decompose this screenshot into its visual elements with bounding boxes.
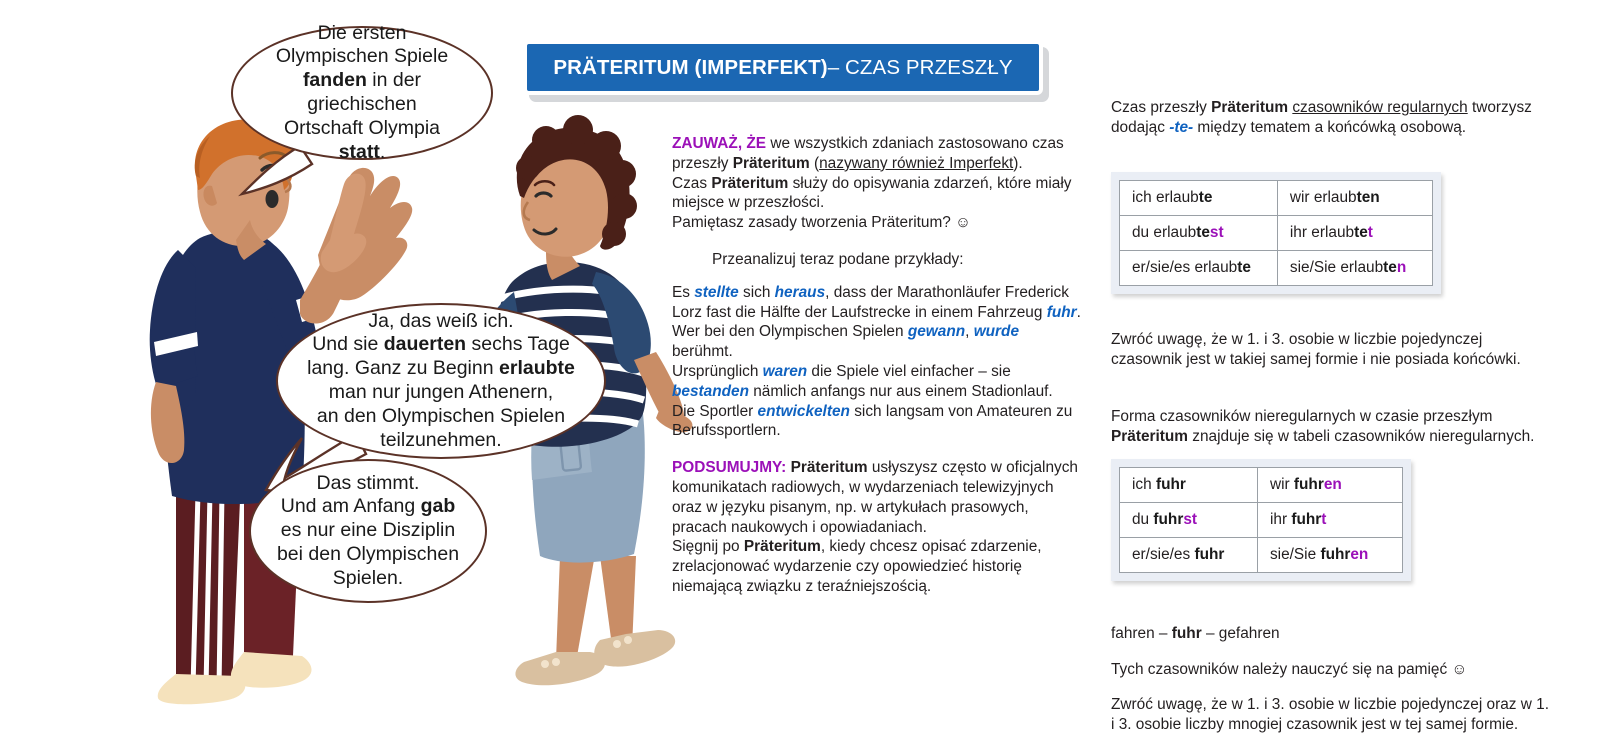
intro-te-affix: -te- xyxy=(1169,118,1194,136)
cell-du-erlaubtest xyxy=(1120,216,1278,251)
verb-stellte: stellte xyxy=(694,283,739,301)
example-3: Ursprünglich waren die Spiele viel einfacher – sie bestanden nämlich anfangs nur aus einem Stadionlauf. xyxy=(672,362,1053,400)
note-label: ZAUWAŻ, ŻE xyxy=(672,135,767,152)
cell-ich-fuhr xyxy=(1120,468,1258,503)
summary-term-2: Präteritum xyxy=(743,538,821,556)
title-banner xyxy=(523,40,1043,95)
right-note-2 xyxy=(1111,392,1541,462)
table-regular-wrap xyxy=(1111,172,1441,294)
stem: erlaub xyxy=(1194,259,1238,276)
czas-pre: Czas xyxy=(672,174,712,192)
pronoun: du xyxy=(1132,224,1154,241)
note2-post: znajduje się w tabeli czasowników nieregularnych. xyxy=(1187,428,1535,446)
forms-post: – gefahren xyxy=(1201,625,1280,643)
verb-gewann: gewann xyxy=(907,323,966,341)
czas-post: służy do opisywania zdarzeń, które miały miejsce w przeszłości. xyxy=(672,174,1072,212)
summary-term-1: Präteritum xyxy=(790,459,868,477)
intro-mid: tworzysz dodając xyxy=(1111,99,1532,136)
bubble-woman-1 xyxy=(276,303,606,459)
pronoun: er/sie/es xyxy=(1132,259,1195,276)
summary-body-1: usłyszysz często w oficjalnych komunikatach radiowych, w wydarzeniach telewizyjnych oraz w języku pisanym, np. w artykułach prasowych, pracach naukowych i opowiadaniach. xyxy=(672,459,1078,536)
table-irregular-frame xyxy=(1111,459,1411,581)
bubble-man-1 xyxy=(231,21,493,163)
conjugation-table-regular xyxy=(1119,180,1433,286)
note-paren-open: ( xyxy=(809,154,820,172)
example-1: Es stellte sich heraus, dass der Marathonläufer Frederick Lorz fast die Hälfte der Laufstrecke in einem Fahrzeug fuhr. xyxy=(672,283,1081,321)
suffix-purple: st xyxy=(1183,511,1198,528)
table-regular-frame xyxy=(1111,172,1441,294)
verb-forms-line xyxy=(1111,624,1551,644)
center-examples-intro: Przeanalizuj teraz podane przykłady: xyxy=(712,250,964,268)
cell-ihr-erlaubtet xyxy=(1277,216,1432,251)
stem: erlaub xyxy=(1340,259,1384,276)
table-row xyxy=(1120,181,1433,216)
bubble-man-2 xyxy=(249,459,487,603)
table-row xyxy=(1120,503,1403,538)
intro-post: między tematem a końcówką osobową. xyxy=(1193,118,1467,136)
pronoun: ich xyxy=(1132,476,1156,493)
note2-pre: Forma czasowników nieregularnych w czasie przeszłym xyxy=(1111,408,1493,426)
verb-fuhr: fuhr xyxy=(1046,303,1077,321)
pronoun: du xyxy=(1132,511,1154,528)
table-row xyxy=(1120,538,1403,573)
czas-term: Präteritum xyxy=(711,174,789,192)
right-intro xyxy=(1111,98,1536,138)
note2-term: Präteritum xyxy=(1111,428,1188,446)
bubble-woman-1-text: Ja, das weiß ich. Und sie dauerten sechs Tage lang. Ganz zu Beginn erlaubte man nur jungen Athenern, an den Olympischen Spielen teilzunehmen. xyxy=(307,309,575,451)
right-note-1 xyxy=(1111,315,1541,385)
verb-wurde: wurde xyxy=(973,323,1020,341)
forms-pre: fahren – xyxy=(1111,625,1172,643)
stem-bold: fuhr xyxy=(1293,476,1324,493)
cell-wir-erlaubten xyxy=(1277,181,1432,216)
note-term: Präteritum xyxy=(732,154,810,172)
summary-post: , kiedy chcesz opisać zdarzenie, zrelacjonować wydarzenie czy opowiedzieć historię niemającą związku z teraźniejszością. xyxy=(672,538,1042,595)
suffix-purple: t xyxy=(1321,511,1327,528)
center-czas-line xyxy=(672,174,1084,214)
right-note-3-text: Zwróć uwagę, że w 1. i 3. osobie w liczbie pojedynczej oraz w 1. i 3. osobie liczby mnogiej czasownik jest w tej samej formie. xyxy=(1111,695,1549,733)
table-row xyxy=(1120,468,1403,503)
suffix-purple: en xyxy=(1323,476,1342,493)
summary-pre: Sięgnij po xyxy=(672,538,744,556)
pronoun: ihr xyxy=(1289,224,1312,241)
suffix-bold: te xyxy=(1383,259,1397,276)
note-paren-close: ). xyxy=(1013,154,1023,172)
table-irregular-wrap xyxy=(1111,459,1411,581)
center-note xyxy=(672,134,1084,174)
table-row xyxy=(1120,251,1433,286)
forms-bold: fuhr xyxy=(1171,625,1202,643)
suffix-bold: te xyxy=(1198,189,1213,206)
stem: erlaub xyxy=(1155,189,1199,206)
stem-bold: fuhr xyxy=(1291,511,1322,528)
suffix-bold: ten xyxy=(1356,189,1380,206)
cell-du-fuhrst xyxy=(1120,503,1258,538)
table-row xyxy=(1120,216,1433,251)
center-remember: Pamiętasz zasady tworzenia Präteritum? ☺ xyxy=(672,214,971,232)
note-underline: nazywany również Imperfekt xyxy=(819,154,1014,172)
summary-label: PODSUMUJMY: xyxy=(672,459,787,477)
stem: erlaub xyxy=(1311,224,1355,241)
pronoun: er/sie/es xyxy=(1132,546,1195,563)
table-irregular-body xyxy=(1120,468,1403,573)
intro-pre: Czas przeszły xyxy=(1111,99,1212,116)
pronoun: ihr xyxy=(1269,511,1292,528)
cell-ersiees-fuhr xyxy=(1120,538,1258,573)
verb-waren: waren xyxy=(762,362,808,380)
suffix-purple: n xyxy=(1396,259,1407,276)
suffix-purple: en xyxy=(1350,546,1369,563)
stem: erlaub xyxy=(1153,224,1197,241)
banner-title-light: – CZAS PRZESZŁY xyxy=(827,55,1013,79)
center-summary-1 xyxy=(672,458,1084,537)
intro-underline: czasowników regularnych xyxy=(1292,99,1468,116)
bubble-man-1-text: Die ersten Olympischen Spiele fanden in der griechischen Ortschaft Olympia statt. xyxy=(275,21,449,163)
stem-bold: fuhr xyxy=(1320,546,1351,563)
conjugation-table-irregular xyxy=(1119,467,1403,573)
verb-heraus: heraus xyxy=(774,283,826,301)
pronoun: wir xyxy=(1289,189,1314,206)
suffix-bold: te xyxy=(1237,259,1251,276)
banner-body xyxy=(523,40,1043,95)
pronoun: sie/Sie xyxy=(1269,546,1321,563)
example-2: Wer bei den Olympischen Spielen gewann, wurde berühmt. xyxy=(672,323,1020,361)
right-note-3 xyxy=(1111,609,1551,750)
center-column xyxy=(672,134,1084,597)
stem-bold: fuhr xyxy=(1153,511,1184,528)
pronoun: wir xyxy=(1269,476,1294,493)
pronoun: ich xyxy=(1132,189,1156,206)
cell-siesie-erlaubten xyxy=(1277,251,1432,286)
cell-ersiees-erlaubte xyxy=(1120,251,1278,286)
right-note-1-text: Zwróć uwagę, że w 1. i 3. osobie w liczbie pojedynczej czasownik jest w takiej samej formie i nie posiada końcówki. xyxy=(1111,331,1521,369)
right-note-2-text xyxy=(1111,407,1541,447)
stem-bold: fuhr xyxy=(1194,546,1225,563)
cell-ihr-fuhrt xyxy=(1257,503,1402,538)
suffix-purple: t xyxy=(1367,224,1373,241)
bubble-man-2-text: Das stimmt. Und am Anfang gab es nur eine Disziplin bei den Olympischen Spielen. xyxy=(276,471,460,589)
suffix-purple: st xyxy=(1209,224,1224,241)
center-summary-2 xyxy=(672,537,1084,596)
note-body-1: we wszystkich zdaniach zastosowano czas przeszły xyxy=(672,135,1064,172)
pronoun: sie/Sie xyxy=(1289,259,1341,276)
cell-siesie-fuhren xyxy=(1257,538,1402,573)
example-4: Die Sportler entwickelten sich langsam von Amateuren zu Berufssportlern. xyxy=(672,402,1073,440)
suffix-bold: te xyxy=(1354,224,1368,241)
right-intro-text xyxy=(1111,98,1536,138)
memo-line: Tych czasowników należy nauczyć się na pamięć ☺ xyxy=(1111,660,1468,678)
cell-ich-erlaubte xyxy=(1120,181,1278,216)
stem-bold: fuhr xyxy=(1155,476,1186,493)
intro-term: Präteritum xyxy=(1211,99,1289,116)
table-regular-body xyxy=(1120,181,1433,286)
cell-wir-fuhren xyxy=(1257,468,1402,503)
suffix-bold: te xyxy=(1196,224,1210,241)
banner-title-bold: PRÄTERITUM (IMPERFEKT) xyxy=(553,55,828,79)
stem: erlaub xyxy=(1313,189,1357,206)
verb-bestanden: bestanden xyxy=(672,382,749,400)
verb-entwickelten: entwickelten xyxy=(757,402,850,420)
